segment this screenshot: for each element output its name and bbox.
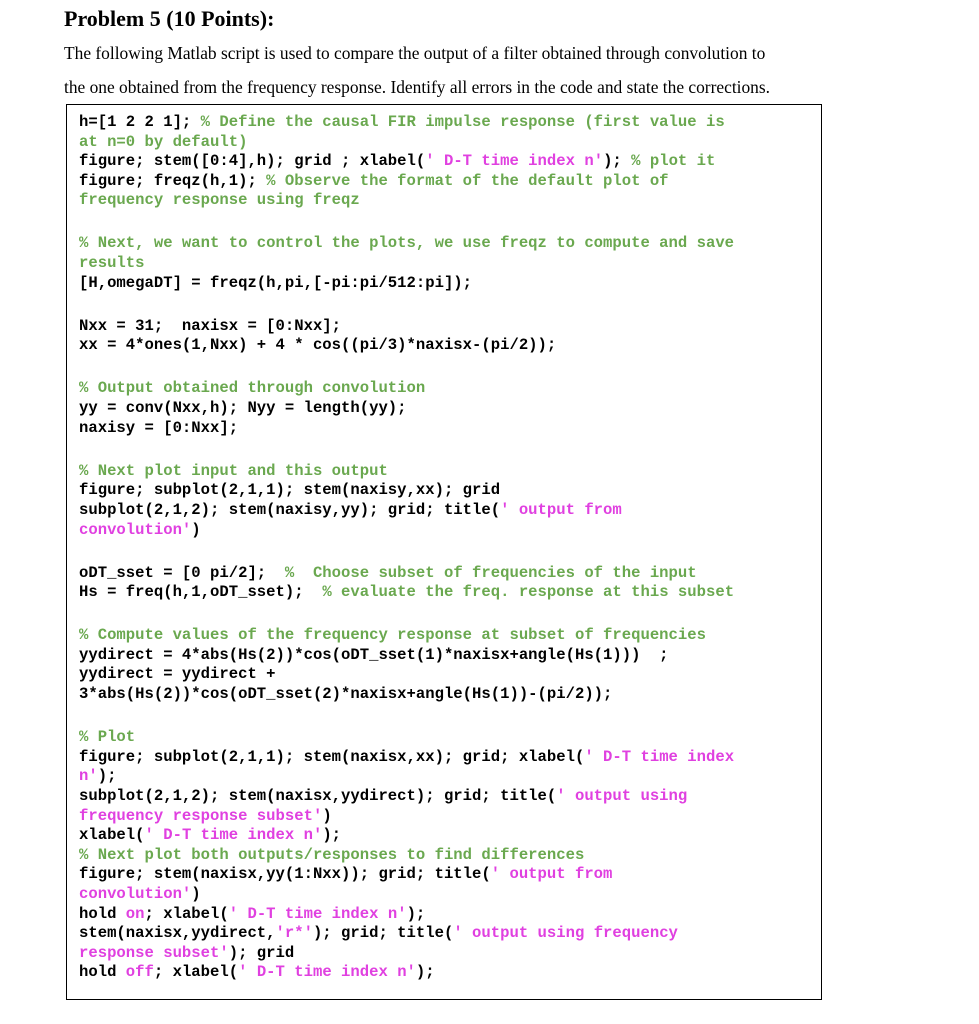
code-line bbox=[79, 963, 734, 983]
code-comment: results bbox=[79, 254, 145, 273]
code-code: ) bbox=[191, 884, 201, 903]
code-comment: frequency response using freqz bbox=[79, 191, 360, 210]
code-comment: % Choose subset of frequencies of the input bbox=[284, 563, 697, 582]
code-line bbox=[79, 665, 734, 685]
code-string: ' D-T time index n' bbox=[238, 963, 416, 982]
code-code: ; xlabel( bbox=[153, 963, 239, 982]
code-string: ' D-T time index bbox=[584, 747, 735, 766]
code-string: ' output from bbox=[500, 500, 622, 519]
code-code: stem(naxisx,yydirect, bbox=[79, 924, 276, 943]
problem-description bbox=[64, 38, 964, 106]
code-comment: % Observe the format of the default plot of bbox=[266, 171, 669, 190]
code-code: ); bbox=[415, 963, 435, 982]
code-comment: % Output obtained through convolution bbox=[79, 379, 426, 398]
code-line bbox=[79, 336, 734, 356]
code-line bbox=[79, 254, 734, 274]
code-code: ); grid bbox=[228, 943, 295, 962]
code-code: ); bbox=[603, 152, 632, 171]
code-line bbox=[79, 379, 734, 399]
code-code: ) bbox=[191, 520, 201, 539]
code-code: ); grid; title( bbox=[312, 924, 454, 943]
code-line bbox=[79, 113, 734, 133]
code-comment: % Next plot both outputs/responses to find differences bbox=[79, 845, 585, 864]
code-code: h=[1 2 2 1]; bbox=[79, 113, 201, 131]
code-string: frequency response subset' bbox=[79, 806, 323, 825]
code-line bbox=[79, 807, 734, 827]
code-line bbox=[79, 685, 734, 705]
code-code: naxisy = [0:Nxx]; bbox=[79, 418, 239, 437]
code-line bbox=[79, 626, 734, 646]
code-string: n' bbox=[79, 767, 98, 786]
code-comment: % Plot bbox=[79, 728, 136, 747]
code-blank-line bbox=[79, 603, 734, 627]
code-line bbox=[79, 133, 734, 153]
code-string: convolution' bbox=[79, 520, 192, 539]
code-comment: % evaluate the freq. response at this subset bbox=[322, 583, 735, 602]
code-line bbox=[79, 748, 734, 768]
code-line bbox=[79, 419, 734, 439]
code-line bbox=[79, 787, 734, 807]
code-code: hold bbox=[79, 963, 126, 982]
code-comment: at n=0 by default) bbox=[79, 132, 248, 151]
code-code: yydirect = 4*abs(Hs(2))*cos(oDT_sset(1)*naxisx+angle(Hs(1))) ; bbox=[79, 645, 669, 664]
code-code: hold bbox=[79, 904, 126, 923]
code-line bbox=[79, 501, 734, 521]
code-string: convolution' bbox=[79, 884, 192, 903]
problem-title: Problem 5 (10 Points): bbox=[64, 6, 275, 31]
code-code: figure; stem(naxisx,yy(1:Nxx)); grid; title( bbox=[79, 865, 491, 884]
code-line bbox=[79, 583, 734, 603]
code-comment: % Compute values of the frequency response at subset of frequencies bbox=[79, 626, 706, 645]
code-string: ' D-T time index n' bbox=[144, 826, 323, 845]
code-blank-line bbox=[79, 293, 734, 317]
code-string: response subset' bbox=[79, 943, 229, 962]
code-line bbox=[79, 191, 734, 211]
code-string: ' D-T time index n' bbox=[228, 904, 407, 923]
code-line bbox=[79, 152, 734, 172]
code-code: ) bbox=[322, 806, 332, 825]
code-code: xlabel( bbox=[79, 826, 145, 845]
code-keyword: off bbox=[125, 963, 154, 982]
code-line bbox=[79, 826, 734, 846]
code-keyword: on bbox=[125, 904, 145, 923]
code-code: Nxx = 31; naxisx = [0:Nxx]; bbox=[79, 316, 342, 335]
code-line bbox=[79, 521, 734, 541]
code-code: Hs = freq(h,1,oDT_sset); bbox=[79, 583, 323, 602]
code-string: ' output using bbox=[556, 786, 688, 805]
code-line bbox=[79, 564, 734, 584]
code-code: ); bbox=[322, 826, 342, 845]
code-comment: % Next plot input and this output bbox=[79, 461, 388, 480]
code-line bbox=[79, 462, 734, 482]
code-code: figure; stem([0:4],h); grid ; xlabel( bbox=[79, 152, 426, 171]
code-string: 'r*' bbox=[275, 924, 313, 943]
code-comment: % plot it bbox=[631, 152, 716, 171]
description-line: the one obtained from the frequency response. Identify all errors in the code and state the corrections. bbox=[64, 77, 770, 97]
code-code: subplot(2,1,2); stem(naxisx,yydirect); grid; title( bbox=[79, 786, 557, 805]
code-blank-line bbox=[79, 211, 734, 235]
code-line bbox=[79, 865, 734, 885]
code-string: ' output using frequency bbox=[453, 924, 678, 943]
code-blank-line bbox=[79, 705, 734, 729]
code-line bbox=[79, 846, 734, 866]
code-line bbox=[79, 234, 734, 254]
code-code: [H,omegaDT] = freqz(h,pi,[-pi:pi/512:pi]); bbox=[79, 273, 473, 292]
code-comment: % Next, we want to control the plots, we use freqz to compute and save bbox=[79, 234, 735, 253]
code-line bbox=[79, 646, 734, 666]
code-code: yydirect = yydirect + bbox=[79, 665, 276, 684]
code-code: ; xlabel( bbox=[144, 904, 229, 923]
code-blank-line bbox=[79, 540, 734, 564]
code-line bbox=[79, 172, 734, 192]
code-line bbox=[79, 728, 734, 748]
code-code: figure; freqz(h,1); bbox=[79, 171, 267, 190]
code-code: oDT_sset = [0 pi/2]; bbox=[79, 563, 285, 582]
code-string: ' output from bbox=[490, 865, 613, 884]
code-line bbox=[79, 905, 734, 925]
code-code: yy = conv(Nxx,h); Nyy = length(yy); bbox=[79, 399, 407, 418]
code-line bbox=[79, 317, 734, 337]
code-comment: % Define the causal FIR impulse response (first value is bbox=[200, 113, 725, 131]
code-blank-line bbox=[79, 356, 734, 380]
code-string: ' D-T time index n' bbox=[425, 152, 604, 171]
code-line bbox=[79, 924, 734, 944]
code-line bbox=[79, 885, 734, 905]
code-code: ); bbox=[406, 904, 426, 923]
code-code: subplot(2,1,2); stem(naxisy,yy); grid; title( bbox=[79, 500, 501, 519]
code-line bbox=[79, 944, 734, 964]
code-code: figure; subplot(2,1,1); stem(naxisx,xx); grid; xlabel( bbox=[79, 747, 585, 766]
matlab-code bbox=[79, 113, 734, 983]
code-code: figure; subplot(2,1,1); stem(naxisy,xx); grid bbox=[79, 481, 501, 500]
code-line bbox=[79, 481, 734, 501]
code-code: ); bbox=[97, 767, 117, 786]
description-line: The following Matlab script is used to compare the output of a filter obtained through convolution to bbox=[64, 43, 766, 63]
code-line bbox=[79, 767, 734, 787]
code-code: 3*abs(Hs(2))*cos(oDT_sset(2)*naxisx+angle(Hs(1))-(pi/2)); bbox=[79, 685, 613, 704]
code-line bbox=[79, 274, 734, 294]
matlab-code-box bbox=[66, 104, 822, 1000]
code-code: xx = 4*ones(1,Nxx) + 4 * cos((pi/3)*naxisx-(pi/2)); bbox=[79, 336, 557, 355]
code-line bbox=[79, 399, 734, 419]
code-blank-line bbox=[79, 438, 734, 462]
